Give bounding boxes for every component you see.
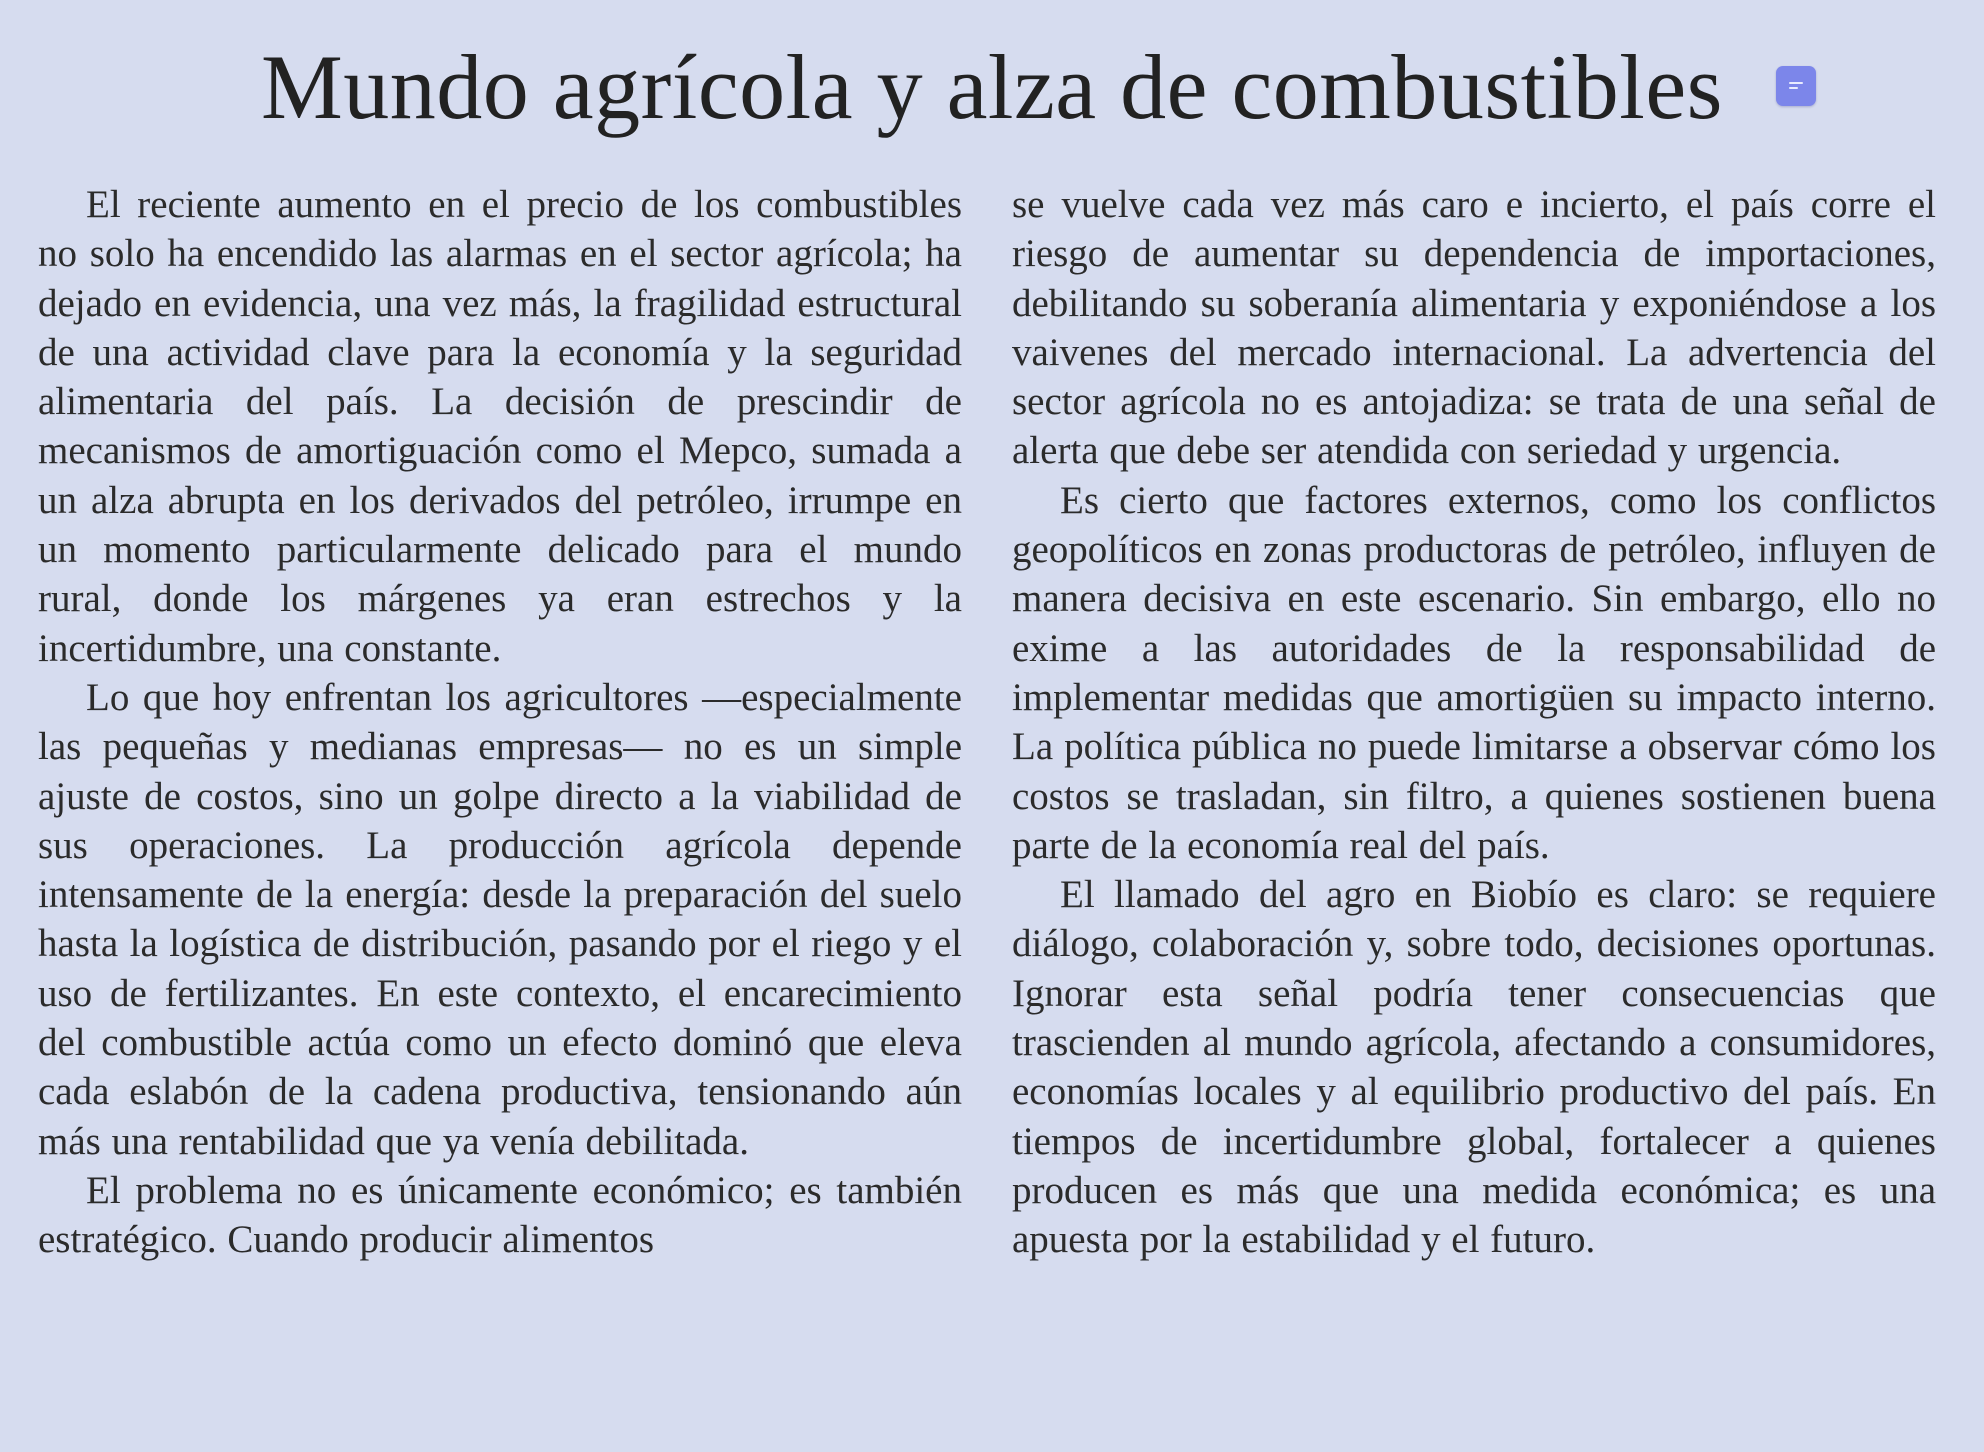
paragraph: Es cierto que factores externos, como los conflictos geopolíticos en zonas productoras de petróleo, influyen de manera decisiva en este escenario. Sin embargo, ello no exime a las autoridades de la responsabilidad de implementar medidas que amortigüen su impacto interno. La política pública no puede limitarse a observar cómo los costos se trasladan, sin filtro, a quienes sostienen buena parte de la economía real del país. <box>1012 478 1936 867</box>
paragraph: El problema no es únicamente económico; es también estratégico. Cuando producir alimentos <box>38 1168 962 1262</box>
note-icon <box>1786 79 1806 93</box>
column-left <box>38 180 962 1265</box>
paragraph: El reciente aumento en el precio de los combustibles no solo ha encendido las alarmas en el sector agrícola; ha dejado en evidencia, una vez más, la fragilidad estructural de una actividad clave para la economía y la seguridad alimentaria del país. La decisión de prescindir de mecanismos de amortiguación como el Mepco, sumada a un alza abrupta en los derivados del petróleo, irrumpe en un momento particularmente delicado para el mundo rural, donde los márgenes ya eran estrechos y la incertidumbre, una constante. <box>38 183 962 670</box>
article-title: Mundo agrícola y alza de combustibles <box>261 36 1723 138</box>
paragraph: El llamado del agro en Biobío es claro: se requiere diálogo, colaboración y, sobre todo, decisiones oportunas. Ignorar esta señal podría tener consecuencias que trascienden al mundo agrícola, afectando a consumidores, economías locales y al equilibrio productivo del país. En tiempos de incertidumbre global, fortalecer a quienes producen es más que una medida económica; es una apuesta por la estabilidad y el futuro. <box>1012 873 1936 1262</box>
note-button[interactable] <box>1776 66 1816 106</box>
column-right <box>1012 180 1936 1265</box>
paragraph: Lo que hoy enfrentan los agricultores —especialmente las pequeñas y medianas empresas— no es un simple ajuste de costos, sino un golpe directo a la viabilidad de sus operaciones. La producción agrícola depende intensamente de la energía: desde la preparación del suelo hasta la logística de distribución, pasando por el riego y el uso de fertilizantes. En este contexto, el encarecimiento del combustible actúa como un efecto dominó que eleva cada eslabón de la cadena productiva, tensionando aún más una rentabilidad que ya venía debilitada. <box>38 675 962 1163</box>
article-body <box>38 180 1936 1265</box>
paragraph: se vuelve cada vez más caro e incierto, el país corre el riesgo de aumentar su dependencia de importaciones, debilitando su soberanía alimentaria y exponiéndose a los vaivenes del mercado internacional. La advertencia del sector agrícola no es antojadiza: se trata de una señal de alerta que debe ser atendida con seriedad y urgencia. <box>1012 183 1936 473</box>
